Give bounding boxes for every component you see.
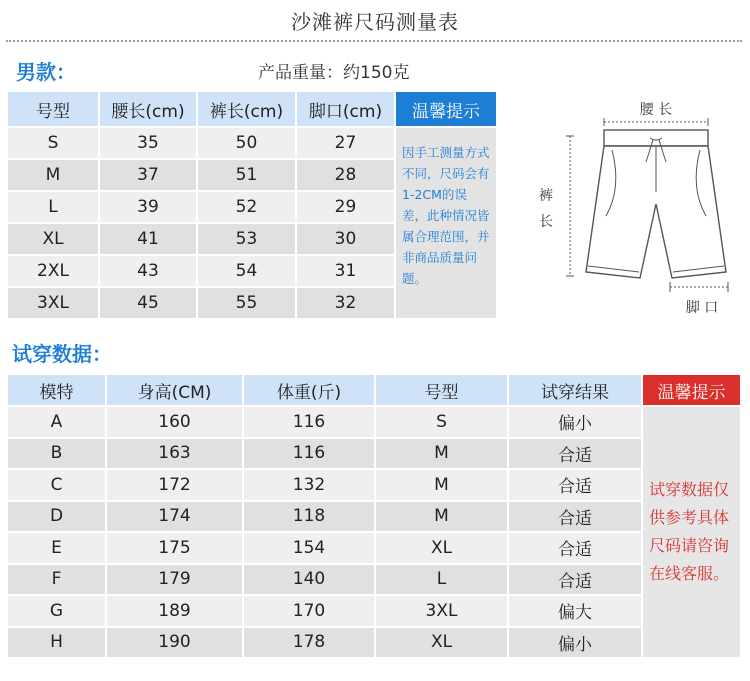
weight-cell: 116 [244, 439, 376, 471]
waist-cell: 41 [100, 224, 198, 256]
product-weight-note: 产品重量：约150克 [258, 63, 410, 83]
size-cell: M [376, 502, 509, 534]
height-cell: 190 [107, 628, 244, 660]
waist-cell: 37 [100, 160, 198, 192]
height-cell: 175 [107, 533, 244, 565]
fit-tip-header: 温馨提示 [643, 375, 742, 407]
hem-cell: 31 [297, 256, 396, 288]
model-cell: G [8, 596, 107, 628]
table-row [8, 439, 742, 471]
page-title: 沙滩裤尺码测量表 [291, 10, 459, 34]
table-row [8, 128, 498, 160]
fit-header-result: 试穿结果 [509, 375, 643, 407]
size-cell: 3XL [376, 596, 509, 628]
height-cell: 172 [107, 470, 244, 502]
model-cell: E [8, 533, 107, 565]
weight-cell: 132 [244, 470, 376, 502]
fitting-section-title: 试穿数据： [12, 342, 112, 366]
result-cell: 合适 [509, 502, 643, 534]
result-cell: 合适 [509, 439, 643, 471]
fit-header-height: 身高(CM) [107, 375, 244, 407]
length-cell: 55 [198, 288, 297, 320]
men-header-size: 号型 [8, 92, 100, 128]
hem-cell: 32 [297, 288, 396, 320]
model-cell: C [8, 470, 107, 502]
length-label-2: 长 [539, 214, 553, 230]
height-cell: 160 [107, 407, 244, 439]
weight-cell: 118 [244, 502, 376, 534]
model-cell: B [8, 439, 107, 471]
men-header-hem: 脚口(cm) [297, 92, 396, 128]
size-cell: XL [376, 628, 509, 660]
size-cell: XL [8, 224, 100, 256]
weight-cell: 170 [244, 596, 376, 628]
waist-cell: 43 [100, 256, 198, 288]
shorts-measurement-diagram [526, 96, 736, 318]
model-cell: H [8, 628, 107, 660]
fit-tip-text: 试穿数据仅供参考具体尺码请咨询在线客服。 [649, 480, 730, 583]
size-cell: L [376, 565, 509, 597]
size-cell: 3XL [8, 288, 100, 320]
height-cell: 189 [107, 596, 244, 628]
fit-tip-cell [643, 407, 742, 659]
men-header-waist: 腰长(cm) [100, 92, 198, 128]
waist-cell: 35 [100, 128, 198, 160]
waist-cell: 39 [100, 192, 198, 224]
weight-cell: 140 [244, 565, 376, 597]
result-cell: 偏小 [509, 407, 643, 439]
size-cell: S [8, 128, 100, 160]
size-cell: 2XL [8, 256, 100, 288]
men-section-title: 男款： [16, 60, 76, 84]
size-cell: M [376, 439, 509, 471]
result-cell: 偏小 [509, 628, 643, 660]
fitting-header-row [8, 375, 742, 407]
length-cell: 52 [198, 192, 297, 224]
men-header-row [8, 92, 498, 128]
men-tip-header: 温馨提示 [396, 92, 498, 128]
hem-cell: 30 [297, 224, 396, 256]
length-cell: 50 [198, 128, 297, 160]
men-tip-cell [396, 128, 498, 320]
size-cell: XL [376, 533, 509, 565]
table-row [8, 596, 742, 628]
size-cell: S [376, 407, 509, 439]
fit-header-model: 模特 [8, 375, 107, 407]
result-cell: 合适 [509, 565, 643, 597]
men-header-length: 裤长(cm) [198, 92, 297, 128]
table-row [8, 470, 742, 502]
size-cell: M [8, 160, 100, 192]
height-cell: 163 [107, 439, 244, 471]
size-cell: M [376, 470, 509, 502]
men-size-table [8, 92, 498, 320]
model-cell: A [8, 407, 107, 439]
length-cell: 54 [198, 256, 297, 288]
size-cell: L [8, 192, 100, 224]
fit-header-size: 号型 [376, 375, 509, 407]
hem-cell: 27 [297, 128, 396, 160]
table-row [8, 533, 742, 565]
waist-cell: 45 [100, 288, 198, 320]
weight-cell: 178 [244, 628, 376, 660]
fitting-data-table [8, 375, 742, 659]
table-row [8, 565, 742, 597]
result-cell: 合适 [509, 470, 643, 502]
hem-cell: 28 [297, 160, 396, 192]
table-row [8, 628, 742, 660]
table-row [8, 502, 742, 534]
waist-label: 腰 长 [639, 102, 673, 118]
length-label-1: 裤 [539, 188, 553, 204]
title-divider [6, 40, 742, 42]
model-cell: F [8, 565, 107, 597]
men-tip-text: 因手工测量方式不同，尺码会有1-2CM的误差，此种情况皆属合理范围，并非商品质量问题。 [402, 145, 490, 286]
table-row [8, 407, 742, 439]
waistband-shape [604, 130, 708, 146]
length-cell: 53 [198, 224, 297, 256]
hem-label: 脚 口 [685, 300, 719, 316]
fit-header-weight: 体重(斤) [244, 375, 376, 407]
model-cell: D [8, 502, 107, 534]
length-cell: 51 [198, 160, 297, 192]
height-cell: 174 [107, 502, 244, 534]
height-cell: 179 [107, 565, 244, 597]
weight-cell: 116 [244, 407, 376, 439]
weight-cell: 154 [244, 533, 376, 565]
hem-cell: 29 [297, 192, 396, 224]
result-cell: 偏大 [509, 596, 643, 628]
result-cell: 合适 [509, 533, 643, 565]
